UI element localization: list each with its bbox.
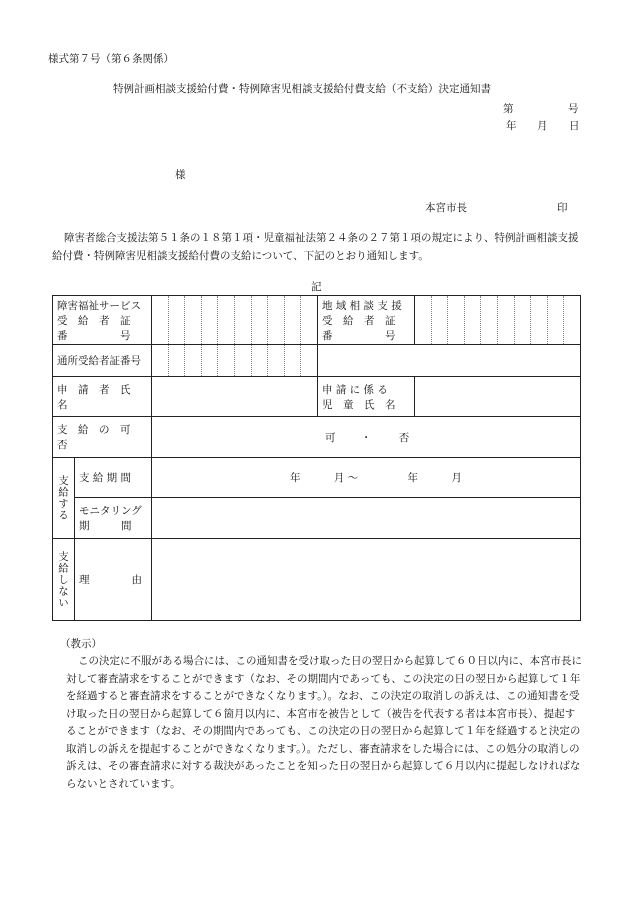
period-month-1: 月 ～ [333, 472, 359, 484]
regional-cert-number-field[interactable] [415, 296, 581, 345]
notice-text: この決定に不服がある場合には、この通知書を受け取った日の翌日から起算して６０日以内に、本宮市長に対して審査請求をすることができます（なお、その期間内であっても、この決定の日の翌日から起算して１年を経過すると審査請求をすることができなくなります。）。なお、この決定の取消しの訴えは、この通知書を受け取った日の翌日から起算して６箇月以内に、本宮市を被告として（被告を代表する者は本宮市長）、提起することができます（なお、その期間内であっても、この決定の日の翌日から起算して１年を経過すると決定の取消しの訴えを提起することができなくなります。）。ただし、審査請求をした場合には、この処分の取消しの訴えは、その審査請求に対する裁決があったことを知った日の翌日から起算して６月以内に提起しなければならないとされています。 [66, 655, 582, 790]
number-prefix: 第 [503, 103, 514, 115]
approval-hi: 否 [398, 431, 410, 444]
child-name-label: 申 請 に 係 る 児 童 氏 名 [318, 377, 415, 417]
approval-label: 支 給 の 可 否 [53, 417, 152, 458]
date-year: 年 [506, 120, 517, 132]
number-suffix: 号 [568, 103, 579, 115]
period-year-2: 年 [407, 472, 419, 484]
welfare-cert-number-field[interactable] [152, 296, 318, 345]
applicant-name-label: 申 請 者 氏 名 [53, 377, 152, 417]
tsusho-cert-blank [318, 345, 581, 377]
reason-label: 理 由 [75, 539, 152, 621]
shikyu-shinai-label: 支給しない [53, 539, 75, 621]
intro-paragraph: 障害者総合支援法第５１条の１８第１項・児童福祉法第２４条の２７第１項の規定により、特例計画相談支援給付費・特例障害児相談支援給付費の支給について、下記のとおり通知します。 [52, 232, 579, 262]
tsusho-cert-label: 通所受給者証番号 [53, 345, 152, 377]
period-month-2: 月 [451, 472, 462, 484]
decision-table [52, 295, 581, 621]
monitoring-field[interactable] [152, 498, 581, 539]
recipient-suffix: 様 [175, 169, 186, 181]
regional-cert-label: 地 域 相 談 支 援 受 給 者 証 番 号 [318, 296, 415, 345]
welfare-cert-label: 障害福祉サービス 受 給 者 証 番 号 [53, 296, 152, 345]
date-month: 月 [537, 120, 548, 132]
approval-field[interactable] [152, 417, 581, 458]
date-day: 日 [569, 120, 580, 132]
reason-field[interactable] [152, 539, 581, 621]
period-year-1: 年 [290, 472, 301, 484]
approval-dot: ・ [360, 431, 372, 444]
monitoring-label: モニタリング 期 間 [75, 498, 152, 539]
tsusho-cert-number-field[interactable] [152, 345, 318, 377]
shikyu-suru-label: 支給する [53, 458, 75, 539]
issuer-seal: 印 [557, 202, 568, 214]
period-field[interactable] [152, 458, 581, 498]
ki-marker: 記 [311, 281, 322, 293]
applicant-name-field[interactable] [152, 377, 318, 417]
approval-ka: 可 [325, 431, 336, 444]
form-number: 様式第７号（第６条関係） [48, 53, 174, 65]
document-title: 特例計画相談支援給付費・特例障害児相談支援給付費支給（不支給）決定通知書 [113, 83, 491, 95]
period-label: 支 給 期 間 [75, 458, 152, 498]
child-name-field[interactable] [415, 377, 581, 417]
issuer-name: 本宮市長 [425, 202, 467, 214]
notice-heading: （教示） [60, 638, 102, 650]
